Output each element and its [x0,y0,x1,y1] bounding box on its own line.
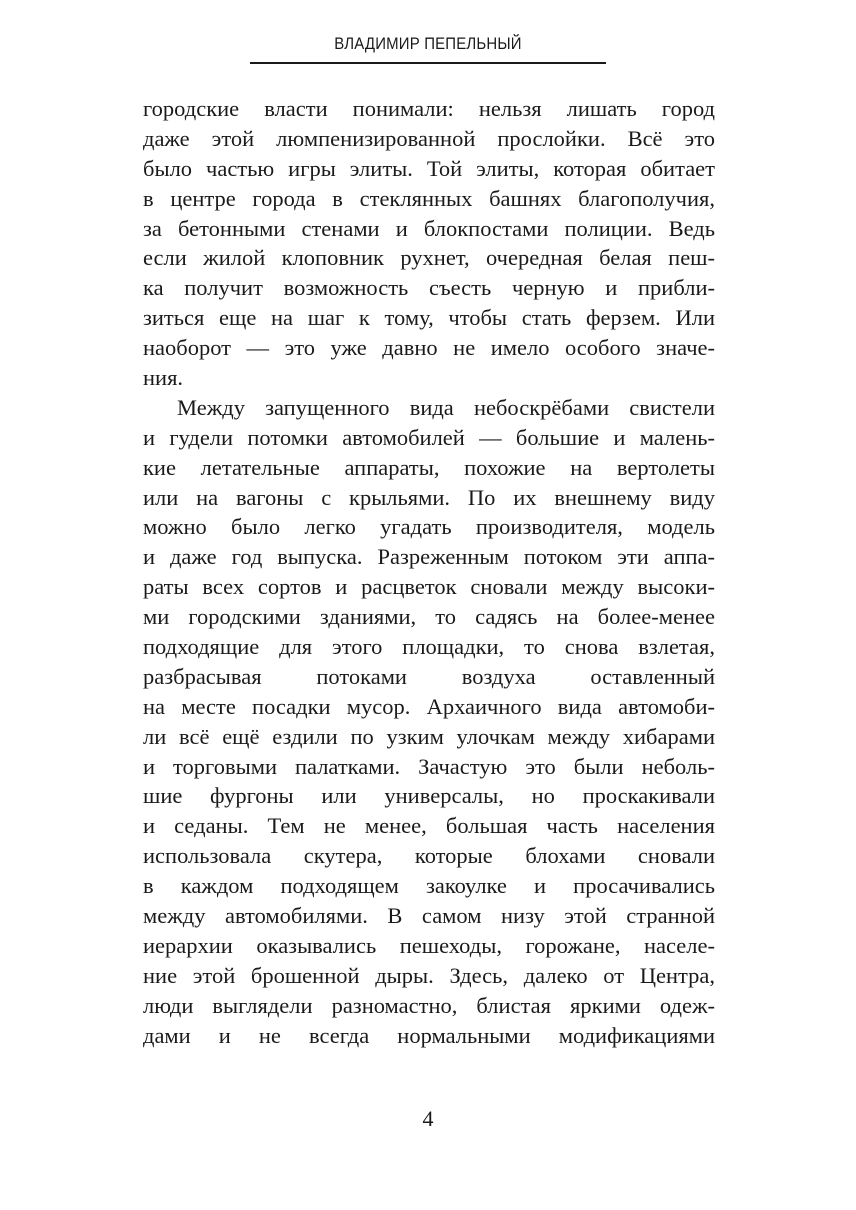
text-line: и седаны. Тем не менее, большая часть населения [143,813,715,839]
text-line: иерархии оказывались пешеходы, горожане, населе- [143,932,715,958]
text-line: или на вагоны с крыльями. По их внешнему виду [143,484,715,510]
text-line: городские власти понимали: нельзя лишать город [143,96,715,121]
text-line: кие летательные аппараты, похожие на вертолеты [143,454,715,480]
text-line: раты всех сортов и расцветок сновали между высоки- [143,574,715,600]
text-line: ния. [143,365,184,391]
text-line: ли всё ещё ездили по узким улочкам между хибарами [143,723,715,749]
text-line: и торговыми палатками. Зачастую это были неболь- [143,753,715,779]
text-line: наоборот — это уже давно не имело особого значе- [143,335,715,361]
text-line: между автомобилями. В самом низу этой странной [143,903,715,929]
text-line: было частью игры элиты. Той элиты, которая обитает [143,155,715,181]
text-line: за бетонными стенами и блокпостами полиции. Ведь [143,215,715,241]
text-line: ми городскими зданиями, то садясь на более-менее [143,604,715,630]
text-line: разбрасывая потоками воздуха оставленный [143,663,715,689]
text-line: и даже год выпуска. Разреженным потоком эти аппа- [143,544,715,570]
text-line: в каждом подходящем закоулке и просачивались [143,873,715,899]
header-rule [250,62,606,64]
text-line: подходящие для этого площадки, то снова взлетая, [143,634,715,660]
text-line: ка получит возможность съесть черную и прибли- [143,275,715,301]
running-title: ВЛАДИМИР ПЕПЕЛЬНЫЙ [334,34,522,53]
text-line: использовала скутера, которые блохами сновали [143,843,715,869]
text-line: в центре города в стеклянных башнях благополучия, [143,185,715,211]
page-number: 4 [422,1106,434,1131]
paragraph-first-line: Между запущенного вида небоскрёбами свистели [177,394,715,420]
text-line: на месте посадки мусор. Архаичного вида автомоби- [143,693,715,719]
text-line: если жилой клоповник рухнет, очередная белая пеш- [143,245,715,271]
text-line: можно было легко угадать производителя, модель [143,514,715,540]
text-line: дами и не всегда нормальными модификациями [143,1022,715,1048]
text-line: шие фургоны или универсалы, но проскакивали [143,783,715,809]
text-line: люди выглядели разномастно, блистая яркими одеж- [143,992,715,1018]
text-line: зиться еще на шаг к тому, чтобы стать ферзем. Или [143,305,715,331]
text-line: и гудели потомки автомобилей — большие и малень- [143,424,715,450]
text-line: даже этой люмпенизированной прослойки. Всё это [143,125,715,151]
text-line: ние этой брошенной дыры. Здесь, далеко от Центра, [143,962,715,988]
body-text [143,94,715,1051]
